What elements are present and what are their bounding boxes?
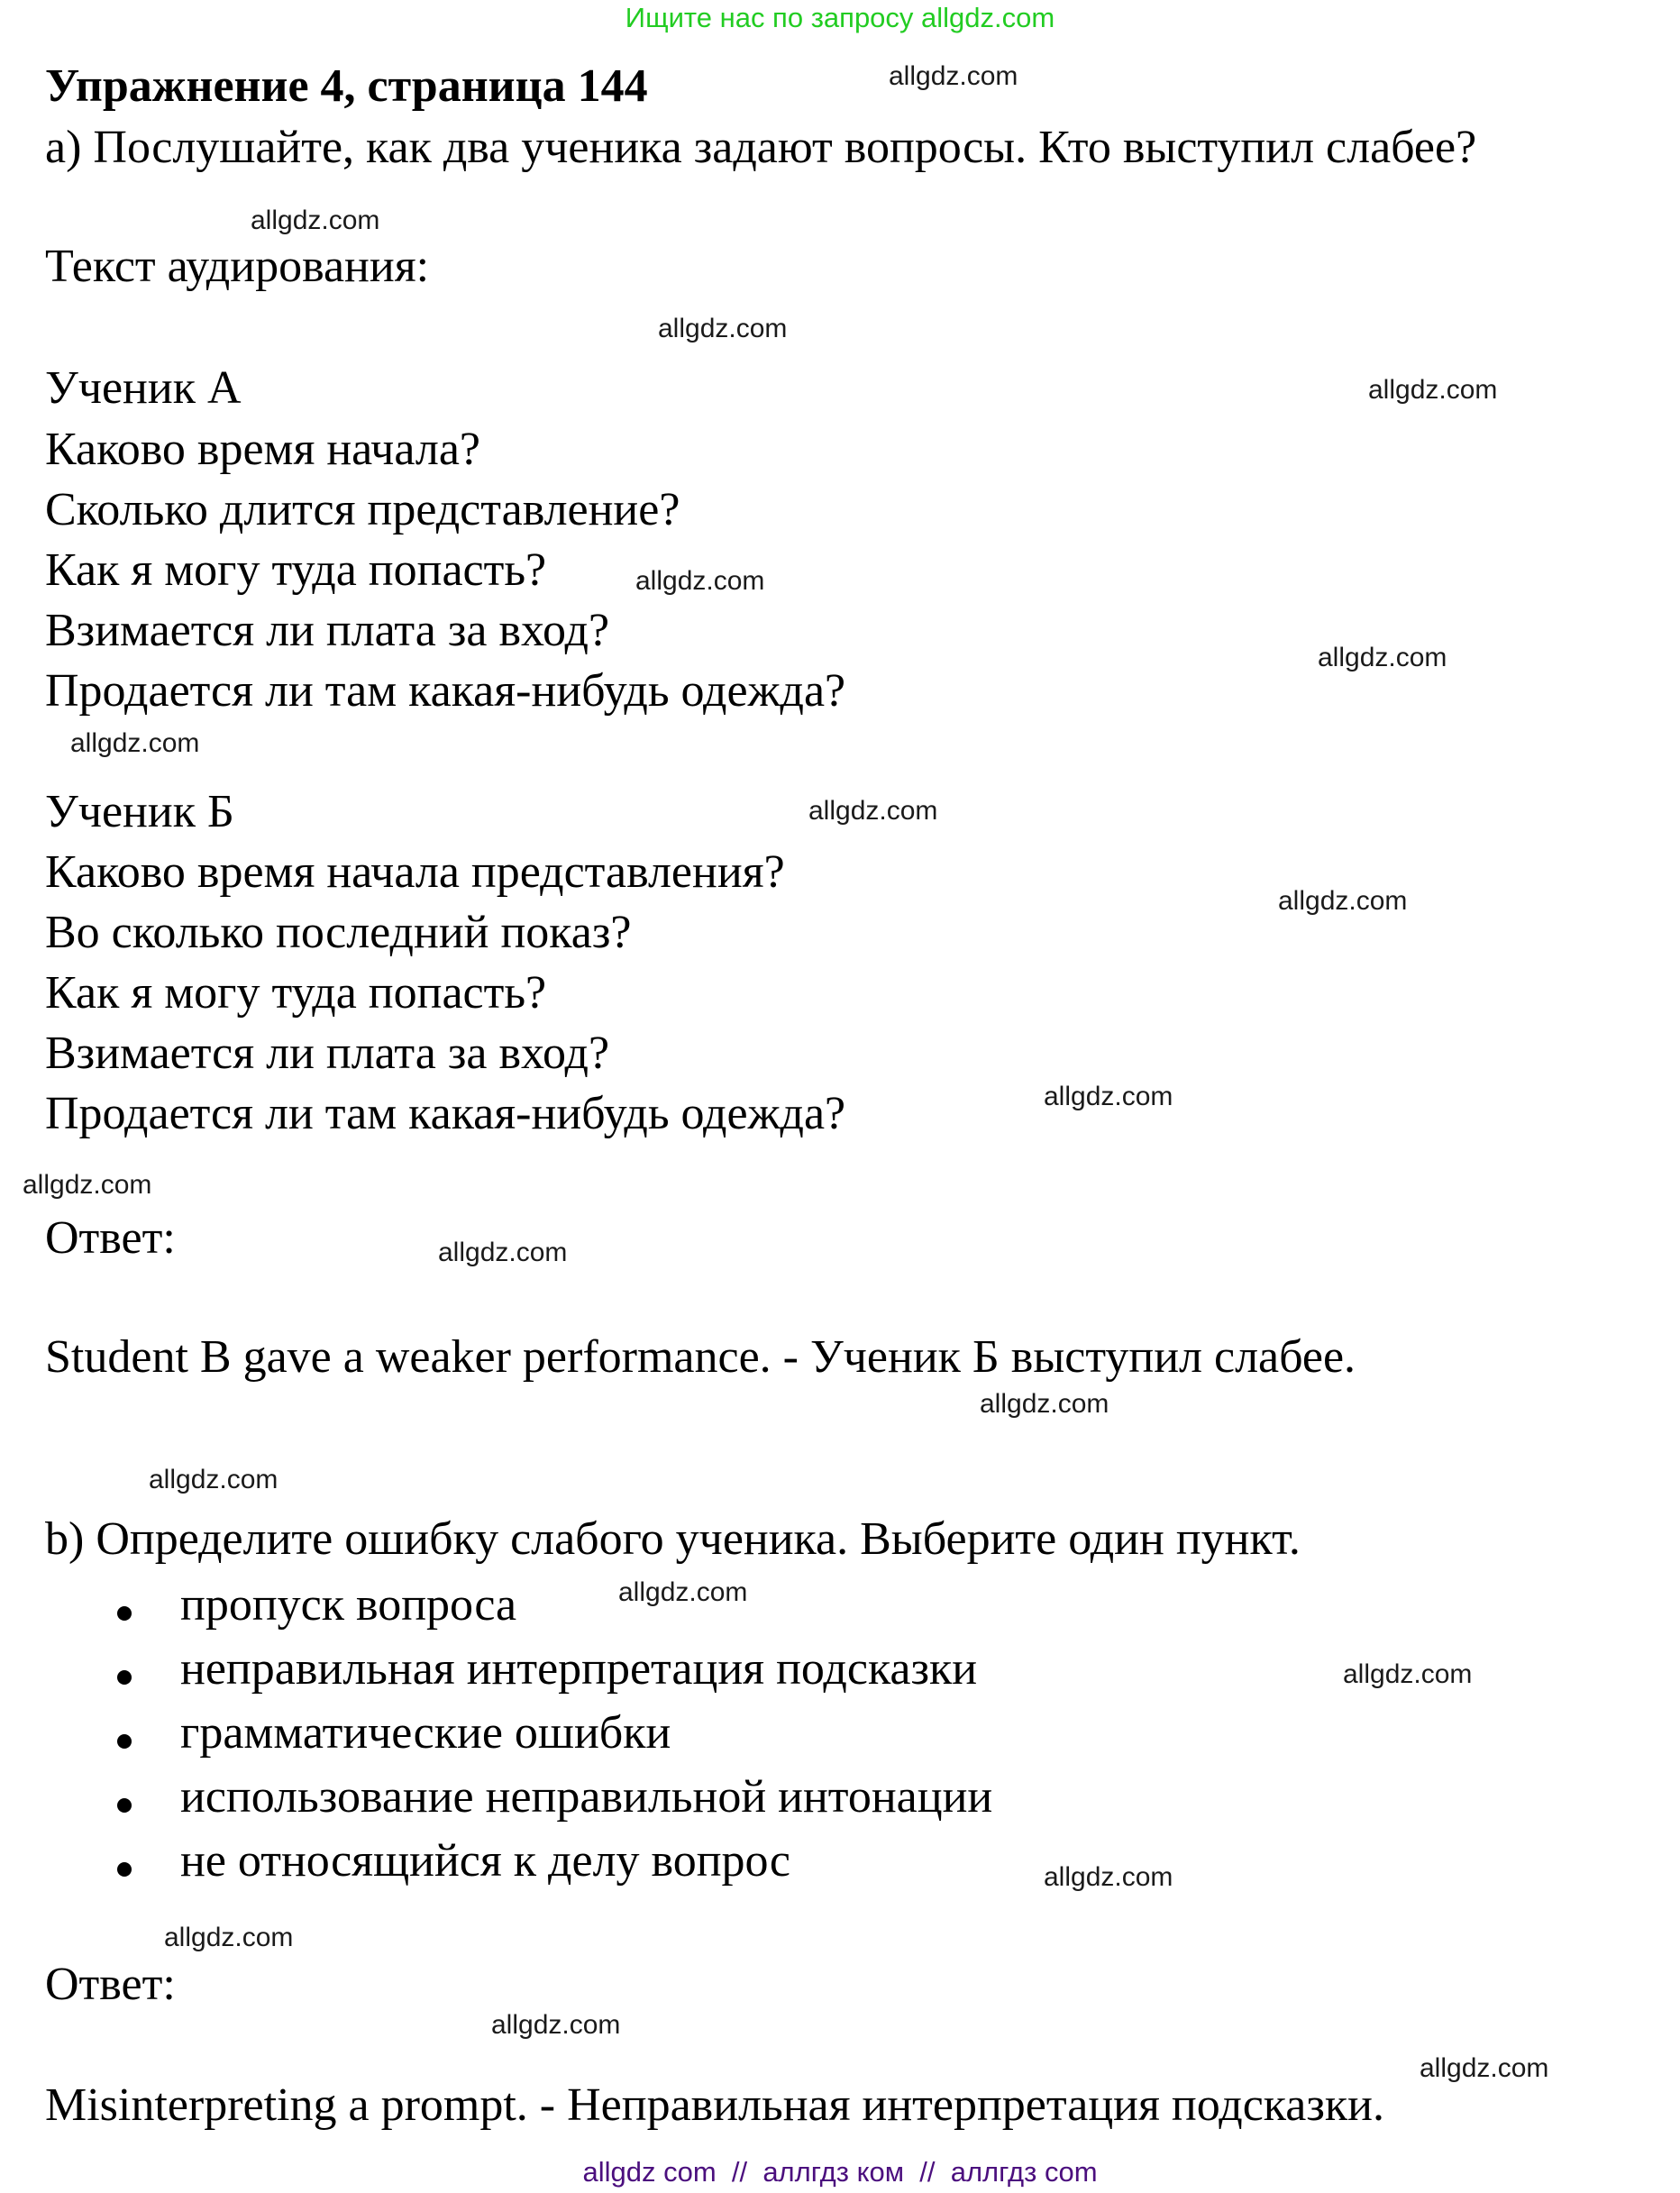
answer-label: Ответ: bbox=[45, 1212, 176, 1264]
student-b-question: Продается ли там какая-нибудь одежда? bbox=[45, 1088, 846, 1139]
watermark: allgdz.com bbox=[808, 796, 938, 826]
option-item: пропуск вопроса bbox=[180, 1579, 517, 1631]
option-item: использование неправильной интонации bbox=[180, 1771, 993, 1823]
watermark: allgdz.com bbox=[1044, 1082, 1173, 1111]
watermark: allgdz.com bbox=[1318, 643, 1447, 672]
page-title: Упражнение 4, страница 144 bbox=[45, 60, 648, 112]
watermark: allgdz.com bbox=[980, 1389, 1109, 1419]
watermark: allgdz.com bbox=[1420, 2053, 1549, 2083]
student-a-question: Как я могу туда попасть? bbox=[45, 544, 547, 596]
watermark: allgdz.com bbox=[635, 566, 765, 596]
student-b-name: Ученик Б bbox=[45, 786, 234, 837]
bullet-icon bbox=[117, 1798, 132, 1813]
student-b-question: Как я могу туда попасть? bbox=[45, 967, 547, 1019]
bullet-icon bbox=[117, 1606, 132, 1621]
watermark: allgdz.com bbox=[491, 2010, 621, 2040]
watermark: allgdz.com bbox=[1278, 886, 1408, 916]
student-a-question: Взимается ли плата за вход? bbox=[45, 605, 610, 656]
student-b-question: Во сколько последний показ? bbox=[45, 907, 632, 958]
student-a-question: Продается ли там какая-нибудь одежда? bbox=[45, 665, 846, 717]
watermark: allgdz.com bbox=[1368, 375, 1498, 405]
option-item: не относящийся к делу вопрос bbox=[180, 1835, 790, 1887]
student-a-question: Каково время начала? bbox=[45, 424, 480, 475]
answer-b-text: Misinterpreting a prompt. - Неправильная интерпретация подсказки. bbox=[45, 2079, 1384, 2131]
watermark: allgdz.com bbox=[70, 728, 200, 758]
answer-a-text: Student B gave a weaker performance. - Ученик Б выступил слабее. bbox=[45, 1331, 1356, 1383]
watermark: allgdz.com bbox=[251, 206, 380, 235]
student-b-question: Каково время начала представления? bbox=[45, 846, 785, 898]
bullet-icon bbox=[117, 1734, 132, 1749]
student-a-question: Сколько длится представление? bbox=[45, 484, 680, 535]
task-b-text: b) Определите ошибку слабого ученика. Выберите один пункт. bbox=[45, 1513, 1301, 1565]
watermark: allgdz.com bbox=[1343, 1659, 1473, 1689]
listening-label: Текст аудирования: bbox=[45, 241, 430, 292]
watermark: allgdz.com bbox=[438, 1238, 568, 1267]
bullet-icon bbox=[117, 1862, 132, 1877]
answer-label: Ответ: bbox=[45, 1959, 176, 2010]
watermark: allgdz.com bbox=[658, 314, 788, 343]
top-banner: Ищите нас по запросу allgdz.com bbox=[625, 2, 1055, 33]
watermark: allgdz.com bbox=[149, 1465, 278, 1494]
task-a-text: а) Послушайте, как два ученика задают вопросы. Кто выступил слабее? bbox=[45, 122, 1477, 173]
student-a-name: Ученик А bbox=[45, 362, 242, 414]
student-b-question: Взимается ли плата за вход? bbox=[45, 1028, 610, 1079]
watermark: allgdz.com bbox=[1044, 1862, 1173, 1892]
bottom-banner: allgdz com // аллгдз ком // аллгдз com bbox=[582, 2156, 1098, 2188]
watermark: allgdz.com bbox=[618, 1577, 748, 1607]
bullet-icon bbox=[117, 1670, 132, 1685]
option-item: грамматические ошибки bbox=[180, 1707, 671, 1759]
watermark: allgdz.com bbox=[889, 61, 1018, 91]
watermark: allgdz.com bbox=[164, 1923, 294, 1952]
watermark: allgdz.com bbox=[23, 1170, 152, 1200]
option-item: неправильная интерпретация подсказки bbox=[180, 1643, 978, 1695]
